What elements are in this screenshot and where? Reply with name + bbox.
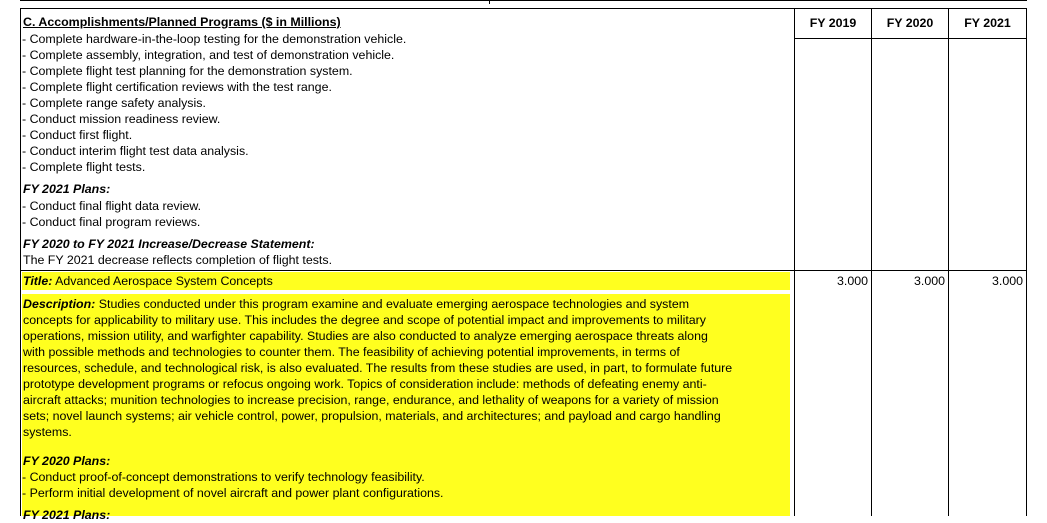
amount-fy2021: 3.000 xyxy=(991,274,1023,288)
col-divider-1 xyxy=(794,8,795,516)
description-label: Description: xyxy=(23,297,96,311)
col-divider-3 xyxy=(948,8,949,516)
list-item: - Conduct final flight data review. xyxy=(22,199,202,213)
description-line: resources, schedule, and technological risk, is also evaluated. The results from these studies are used, in part, to formulate future xyxy=(23,361,733,375)
right-border xyxy=(1026,8,1027,516)
description-line: Description: Studies conducted under this program examine and evaluate emerging aerospace technologies and system xyxy=(23,297,690,311)
list-item: - Conduct final program reviews. xyxy=(22,215,201,229)
fy2020-plans-label: FY 2020 Plans: xyxy=(23,454,111,468)
fy2021-plans-label-cut: FY 2021 Plans: xyxy=(23,508,111,522)
description-line: prototype development programs or refocus ongoing work. Topics of consideration include: methods of defeating enemy anti- xyxy=(23,377,707,391)
list-item: - Conduct mission readiness review. xyxy=(22,112,221,126)
col-divider-2 xyxy=(871,8,872,516)
list-item: - Complete assembly, integration, and test of demonstration vehicle. xyxy=(22,48,395,62)
title-label: Title: xyxy=(23,274,53,288)
list-item: - Complete hardware-in-the-loop testing for the demonstration vehicle. xyxy=(22,32,407,46)
list-item: - Conduct proof-of-concept demonstrations to verify technology feasibility. xyxy=(22,470,425,484)
top-border xyxy=(20,0,1027,1)
top-tick xyxy=(489,0,490,4)
amount-fy2020: 3.000 xyxy=(913,274,945,288)
increase-decrease-statement: The FY 2021 decrease reflects completion of flight tests. xyxy=(23,253,333,267)
title-text: Advanced Aerospace System Concepts xyxy=(55,274,273,288)
program-title xyxy=(23,273,273,289)
list-item: - Conduct interim flight test data analysis. xyxy=(22,144,249,158)
row-divider xyxy=(20,270,1027,271)
section-heading: C. Accomplishments/Planned Programs ($ in Millions) xyxy=(23,15,341,29)
fy2021-plans-label: FY 2021 Plans: xyxy=(23,182,111,196)
fy-2021-header: FY 2021 xyxy=(964,16,1011,30)
fy-2020-header: FY 2020 xyxy=(886,16,934,30)
list-item: - Conduct first flight. xyxy=(22,128,133,142)
list-item: - Complete range safety analysis. xyxy=(22,96,206,110)
left-border xyxy=(20,8,21,516)
description-line: with possible methods and technologies to counter them. The feasibility of achieving potential improvements, in terms of xyxy=(23,345,680,359)
header-bottom-rule xyxy=(794,38,1027,39)
description-line: operations, mission utility, and warfighter capability. Studies are also conducted to analyze emerging aerospace threats along xyxy=(23,329,708,343)
description-line: systems. xyxy=(23,425,72,439)
description-line: aircraft attacks; munition technologies to increase precision, range, endurance, and lethality of weapons for a variety of mission xyxy=(23,393,719,407)
amount-fy2019: 3.000 xyxy=(836,274,868,288)
list-item: - Complete flight test planning for the demonstration system. xyxy=(22,64,353,78)
description-line: concepts for applicability to military use. This includes the degree and scope of potential impact and improvements to military xyxy=(23,313,706,327)
fy-2019-header: FY 2019 xyxy=(809,16,857,30)
list-item: - Perform initial development of novel aircraft and power plant configurations. xyxy=(22,486,444,500)
list-item: - Complete flight certification reviews with the test range. xyxy=(22,80,332,94)
description-line: sets; novel launch systems; air vehicle control, power, propulsion, materials, and architectures; and payload and cargo handling xyxy=(23,409,721,423)
list-item: - Complete flight tests. xyxy=(22,160,146,174)
increase-decrease-label: FY 2020 to FY 2021 Increase/Decrease Statement: xyxy=(23,237,315,251)
